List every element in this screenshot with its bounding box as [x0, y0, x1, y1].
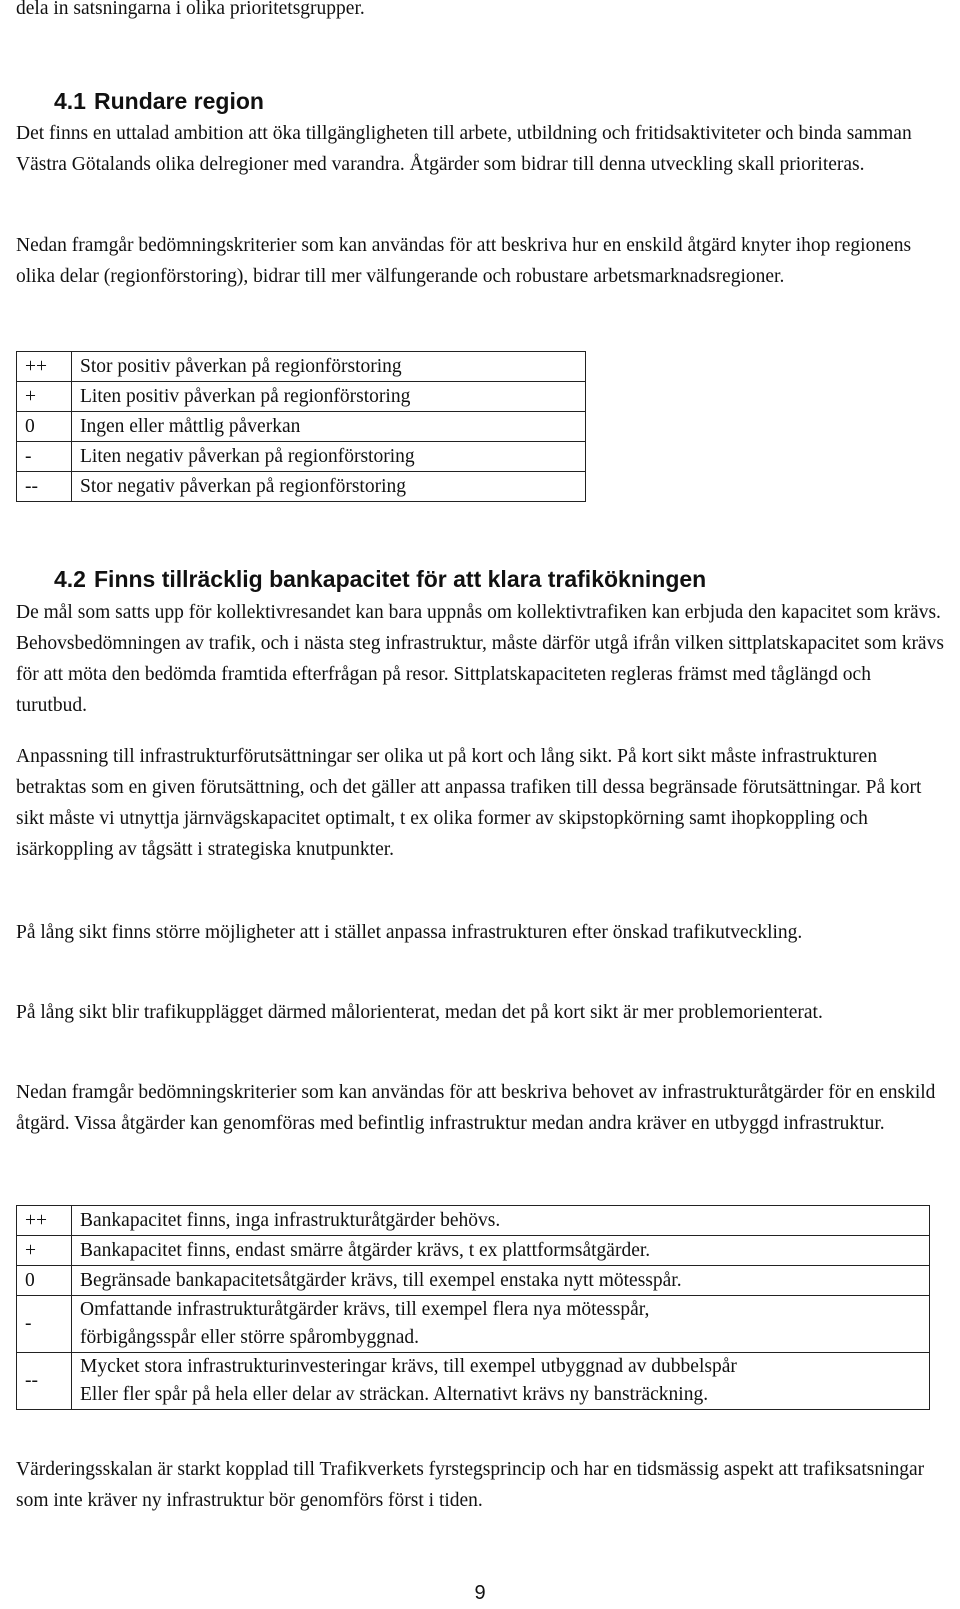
table-row [17, 1236, 930, 1266]
section-title: Rundare region [94, 88, 264, 114]
section-title: Finns tillräcklig bankapacitet för att klara trafikökningen [94, 566, 707, 592]
table-cell-symbol: 0 [17, 1266, 72, 1296]
table-cell-description: Stor positiv påverkan på regionförstoring [72, 352, 586, 382]
table-row [17, 1266, 930, 1296]
table-cell-description: Liten positiv påverkan på regionförstoring [72, 382, 586, 412]
page-number: 9 [474, 1582, 486, 1604]
table-cell-symbol: - [17, 442, 72, 472]
table-row [17, 472, 586, 502]
description-line-2: Eller fler spår på hela eller delar av sträckan. Alternativt krävs ny bansträckning. [80, 1384, 709, 1405]
table-cell-symbol: ++ [17, 352, 72, 382]
section-4-2-paragraph-2: Anpassning till infrastrukturförutsättningar ser olika ut på kort och lång sikt. På kort sikt måste infrastrukturen betraktas som en given förutsättning, och det gäller att anpassa trafiken till dessa begränsade förutsättningar. På kort sikt måste vi utnyttja järnvägskapacitet optimalt, t ex olika former av skipstopkörning samt ihopkoppling och isärkoppling av tågsätt i strategiska knutpunkter. [16, 746, 922, 860]
table-cell-symbol: + [17, 382, 72, 412]
table-cell-description [72, 1236, 930, 1266]
description-line-1: Bankapacitet finns, endast smärre åtgärder krävs, t ex plattformsåtgärder. [80, 1239, 651, 1261]
section-4-1-paragraph-2: Nedan framgår bedömningskriterier som kan användas för att beskriva hur en enskild åtgärd knyter ihop regionens olika delar (regionförstoring), bidrar till mer välfungerande och robustare arbetsmarknadsregioner. [16, 235, 912, 287]
table-cell-description [72, 1353, 930, 1410]
description-line-1: Omfattande infrastrukturåtgärder krävs, till exempel flera nya mötesspår, [80, 1299, 650, 1320]
table-cell-symbol: -- [17, 1353, 72, 1410]
table-row [17, 1296, 930, 1353]
table-row [17, 352, 586, 382]
description-line-1: Mycket stora infrastrukturinvesteringar krävs, till exempel utbyggnad av dubbelspår [80, 1356, 737, 1377]
table-row [17, 382, 586, 412]
regionforstoring-criteria-table [16, 351, 586, 502]
section-4-2-heading [54, 564, 706, 594]
table-cell-symbol: - [17, 1296, 72, 1353]
table-cell-description: Ingen eller måttlig påverkan [72, 412, 586, 442]
table-cell-description: Liten negativ påverkan på regionförstoring [72, 442, 586, 472]
table-cell-symbol: -- [17, 472, 72, 502]
table-row [17, 1353, 930, 1410]
intro-line: dela in satsningarna i olika prioritetsgrupper. [16, 0, 365, 19]
section-4-1-heading [54, 86, 264, 116]
section-4-2-paragraph-6: Värderingsskalan är starkt kopplad till Trafikverkets fyrstegsprincip och har en tidsmässig aspekt att trafiksatsningar som inte kräver ny infrastruktur bör genomförs först i tiden. [16, 1459, 925, 1511]
description-line-1: Begränsade bankapacitetsåtgärder krävs, till exempel enstaka nytt mötesspår. [80, 1269, 682, 1291]
section-4-2-paragraph-1: De mål som satts upp för kollektivresandet kan bara uppnås om kollektivtrafiken kan erbjuda den kapacitet som krävs. Behovsbedömningen av trafik, och i nästa steg infrastruktur, måste därför utgå ifrån vilken sittplatskapacitet som krävs för att möta den bedömda framtida efterfrågan på resor. Sittplatskapaciteten regleras främst med tåglängd och turutbud. [16, 602, 944, 716]
table-cell-symbol: ++ [17, 1206, 72, 1236]
table-cell-description [72, 1296, 930, 1353]
description-line-1: Bankapacitet finns, inga infrastrukturåtgärder behövs. [80, 1209, 501, 1231]
table-cell-description: Stor negativ påverkan på regionförstoring [72, 472, 586, 502]
section-4-2-paragraph-5: Nedan framgår bedömningskriterier som kan användas för att beskriva behovet av infrastrukturåtgärder för en enskild åtgärd. Vissa åtgärder kan genomföras med befintlig infrastruktur medan andra kräver en utbyggd infrastruktur. [16, 1082, 936, 1134]
section-number: 4.1 [54, 88, 86, 114]
table-row [17, 412, 586, 442]
table-row [17, 442, 586, 472]
section-4-1-paragraph-1: Det finns en uttalad ambition att öka tillgängligheten till arbete, utbildning och fritidsaktiviteter och binda samman Västra Götalands olika delregioner med varandra. Åtgärder som bidrar till denna utveckling skall prioriteras. [16, 123, 912, 175]
bankapacitet-criteria-table [16, 1205, 930, 1410]
section-number: 4.2 [54, 566, 86, 592]
description-line-2: förbigångsspår eller större spårombyggnad. [80, 1327, 419, 1348]
table-row [17, 1206, 930, 1236]
table-cell-description [72, 1266, 930, 1296]
table-cell-symbol: + [17, 1236, 72, 1266]
section-4-2-paragraph-4: På lång sikt blir trafikupplägget därmed målorienterat, medan det på kort sikt är mer problemorienterat. [16, 1002, 823, 1023]
section-4-2-paragraph-3: På lång sikt finns större möjligheter att i stället anpassa infrastrukturen efter önskad trafikutveckling. [16, 922, 803, 943]
table-cell-description [72, 1206, 930, 1236]
table-cell-symbol: 0 [17, 412, 72, 442]
